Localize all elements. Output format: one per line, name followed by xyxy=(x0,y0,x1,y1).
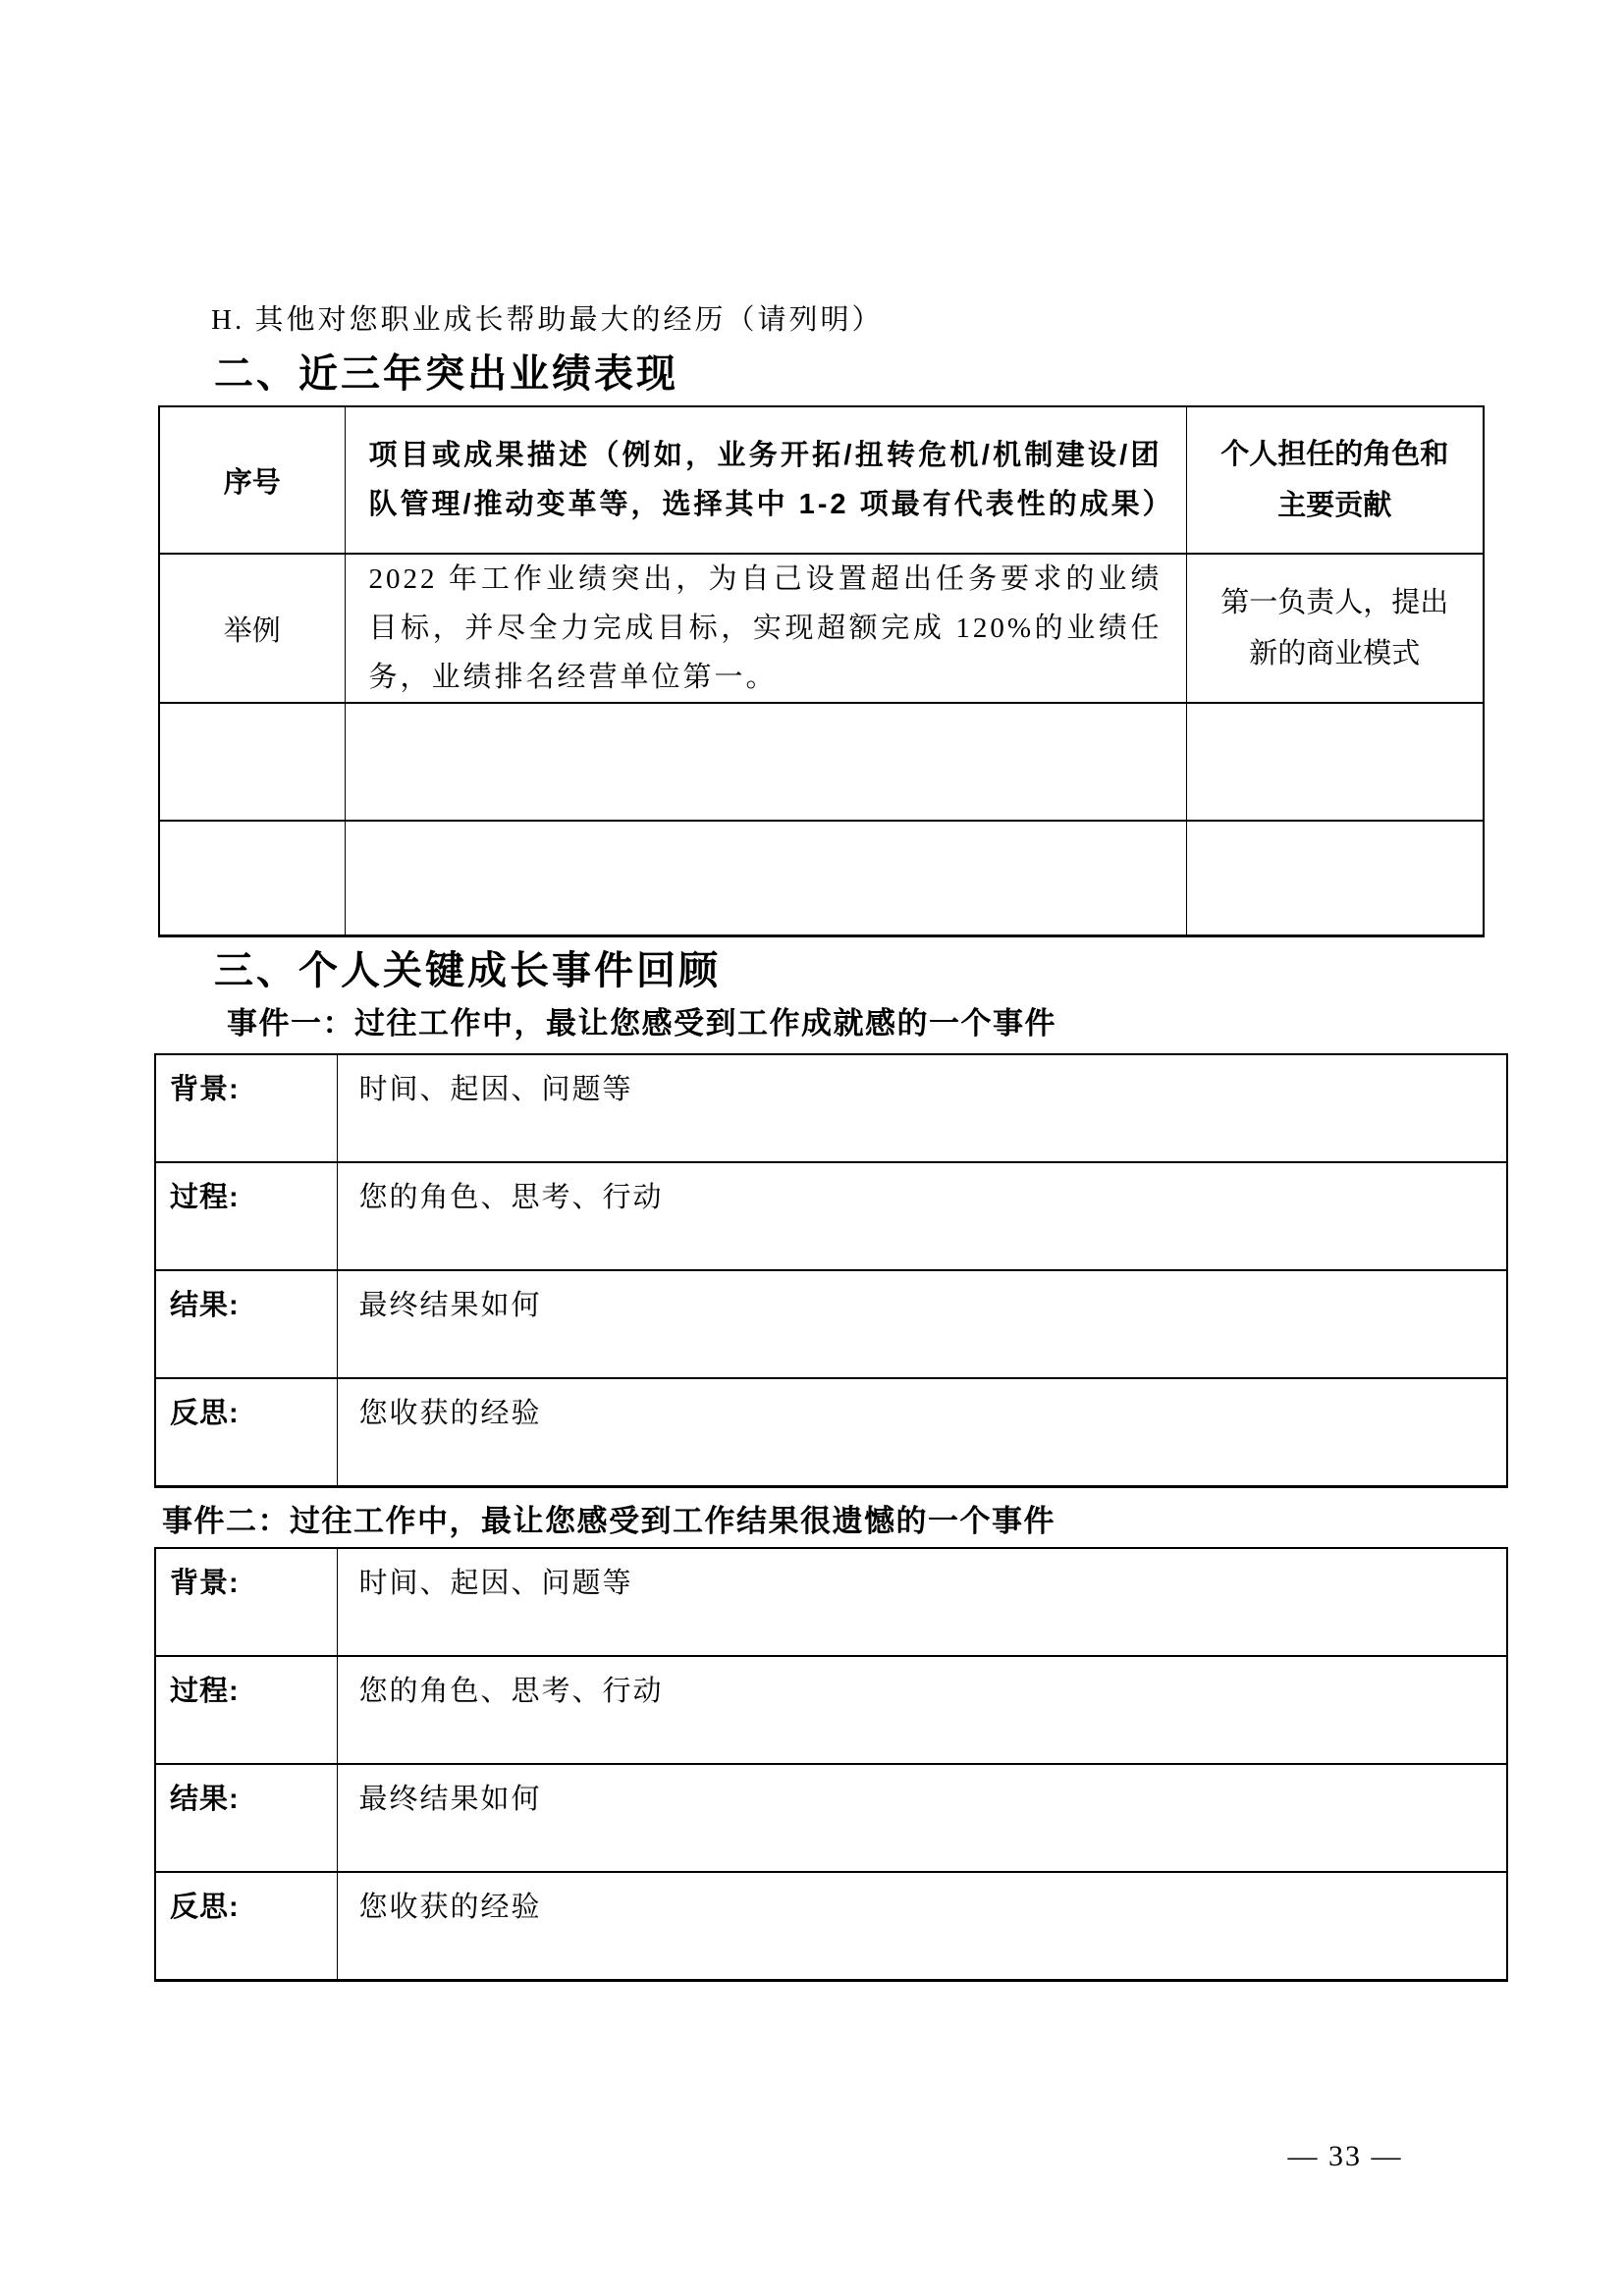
header-desc-cell: 项目或成果描述（例如，业务开拓/扭转危机/机制建设/团队管理/推动变革等，选择其中 1-2 项最有代表性的成果） xyxy=(345,406,1186,554)
table-row-example xyxy=(159,554,1484,703)
role-cell xyxy=(1186,821,1484,935)
table-row-background xyxy=(155,1548,1507,1656)
table-row-empty-1 xyxy=(159,703,1484,821)
row-number-cell xyxy=(159,703,345,821)
field-hint: 时间、起因、问题等 xyxy=(337,1054,1507,1162)
table-row-result xyxy=(155,1764,1507,1872)
role-cell: 第一负责人，提出新的商业模式 xyxy=(1186,554,1484,703)
row-number-cell xyxy=(159,821,345,935)
event-two-table xyxy=(154,1547,1508,1982)
section-two-title: 二、近三年突出业绩表现 xyxy=(214,352,678,396)
list-item-h: H. 其他对您职业成长帮助最大的经历（请列明） xyxy=(211,304,884,336)
table-row-process xyxy=(155,1656,1507,1764)
event-two-title: 事件二：过往工作中，最让您感受到工作结果很遗憾的一个事件 xyxy=(162,1504,1056,1538)
table-row-empty-2 xyxy=(159,821,1484,935)
field-label: 过程: xyxy=(155,1162,337,1270)
field-label: 反思: xyxy=(155,1872,337,1980)
field-label: 反思: xyxy=(155,1378,337,1486)
section-three-title: 三、个人关键成长事件回顾 xyxy=(214,949,721,992)
table-row-result xyxy=(155,1270,1507,1378)
description-cell: 2022 年工作业绩突出，为自己设置超出任务要求的业绩目标，并尽全力完成目标，实现超额完成 120%的业绩任务，业绩排名经营单位第一。 xyxy=(345,554,1186,703)
event-one-table xyxy=(154,1053,1508,1488)
event-one-title: 事件一：过往工作中，最让您感受到工作成就感的一个事件 xyxy=(227,1006,1056,1041)
field-label: 背景: xyxy=(155,1054,337,1162)
table-row-reflection xyxy=(155,1378,1507,1486)
field-label: 结果: xyxy=(155,1270,337,1378)
field-label: 过程: xyxy=(155,1656,337,1764)
field-label: 结果: xyxy=(155,1764,337,1872)
field-hint: 时间、起因、问题等 xyxy=(337,1548,1507,1656)
header-role-cell: 个人担任的角色和主要贡献 xyxy=(1186,406,1484,554)
performance-table-header-row xyxy=(159,406,1484,554)
description-cell xyxy=(345,821,1186,935)
role-cell xyxy=(1186,703,1484,821)
table-row-reflection xyxy=(155,1872,1507,1980)
row-number-cell: 举例 xyxy=(159,554,345,703)
table-row-background xyxy=(155,1054,1507,1162)
field-hint: 您收获的经验 xyxy=(337,1872,1507,1980)
description-cell xyxy=(345,703,1186,821)
field-hint: 您收获的经验 xyxy=(337,1378,1507,1486)
performance-table xyxy=(158,405,1485,937)
table-row-process xyxy=(155,1162,1507,1270)
page-number: — 33 — xyxy=(1287,2140,1403,2172)
field-hint: 最终结果如何 xyxy=(337,1270,1507,1378)
field-hint: 最终结果如何 xyxy=(337,1764,1507,1872)
header-no-cell: 序号 xyxy=(159,406,345,554)
field-hint: 您的角色、思考、行动 xyxy=(337,1162,1507,1270)
field-hint: 您的角色、思考、行动 xyxy=(337,1656,1507,1764)
field-label: 背景: xyxy=(155,1548,337,1656)
